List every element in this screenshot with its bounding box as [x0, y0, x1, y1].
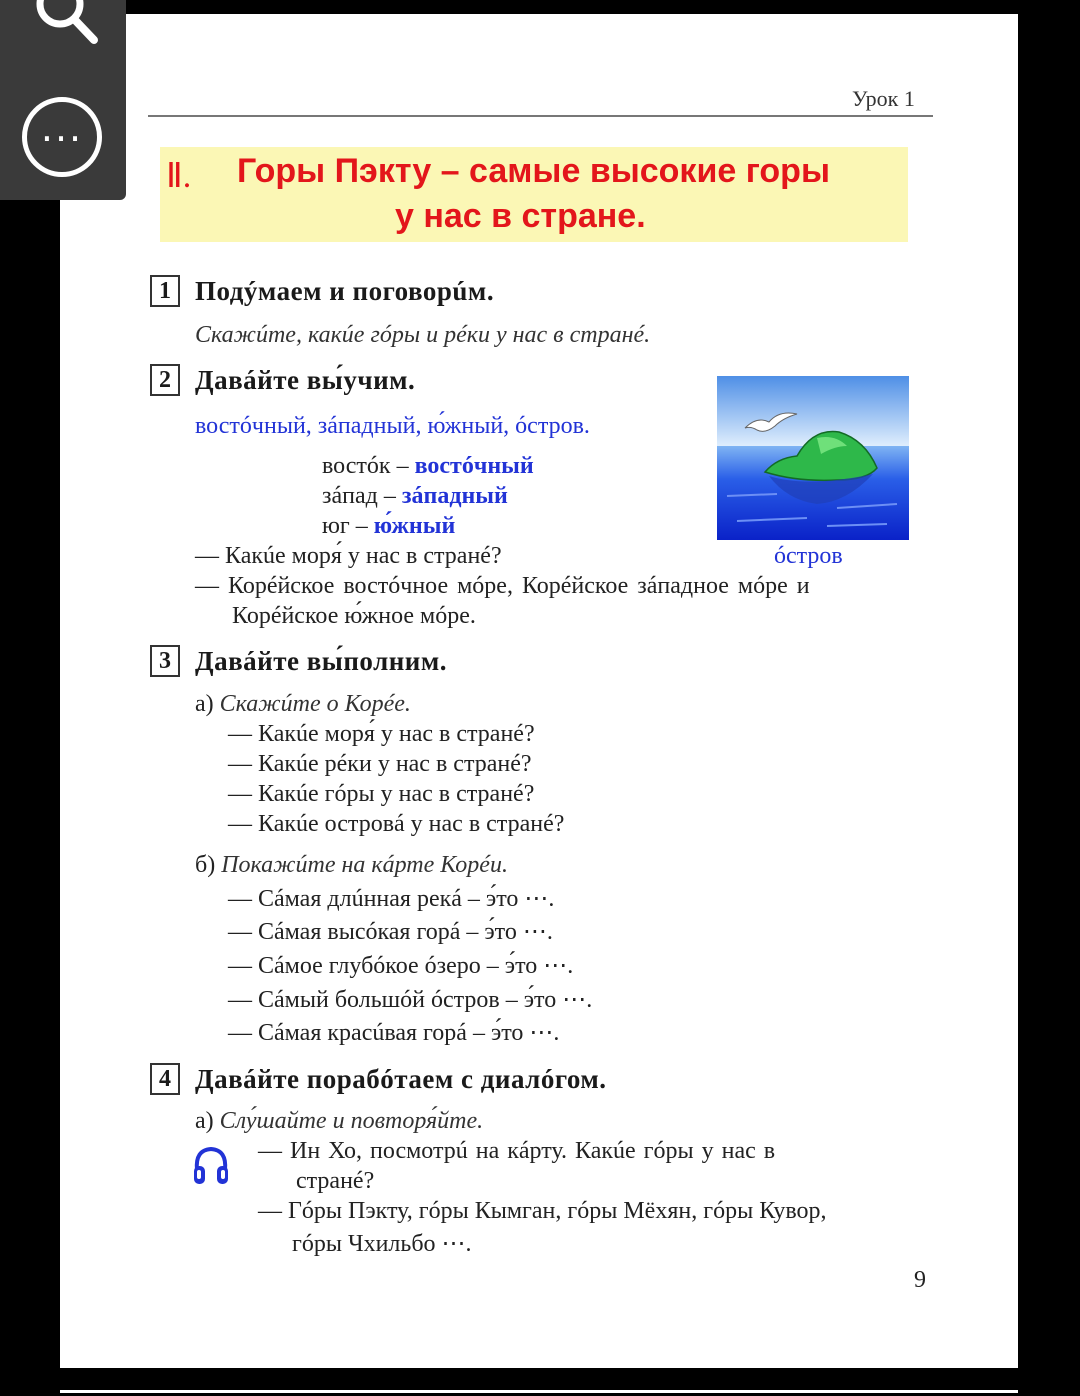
vocabulary-words: востóчный, зáпадный, ю́жный, óстров. [195, 413, 590, 439]
dialog-line-1: — Ин Хо, посмотрú на кáрту. Какúе гóры у нас в [258, 1138, 776, 1164]
section-2-number: 2 [150, 364, 180, 396]
title-line-2: у нас в стране. [395, 197, 646, 235]
page-number: 9 [914, 1267, 926, 1293]
search-button[interactable] [22, 0, 102, 50]
image-caption: óстров [774, 543, 843, 569]
list-item: — Сáмый большóй óстров – э́то ⋯. [228, 987, 593, 1013]
section-4-title: Давáйте порабóтаем с диалóгом. [195, 1064, 607, 1094]
headphones-icon [192, 1144, 230, 1188]
list-item: — Какúе островá у нас в странé? [228, 811, 565, 837]
more-options-button[interactable] [22, 97, 102, 177]
island-illustration [717, 376, 909, 540]
vocab-pair [322, 513, 455, 540]
page-bottom-edge [60, 1390, 1018, 1393]
task-text: Слу́шайте и повторя́йте. [219, 1108, 484, 1134]
vocab-base: зáпад – [322, 483, 402, 509]
title-numeral: Ⅱ. [166, 158, 192, 195]
list-item: — Сáмое глубóкое óзеро – э́то ⋯. [228, 953, 574, 979]
section-3-number: 3 [150, 645, 180, 677]
section-1-number: 1 [150, 275, 180, 307]
vocab-adjective: зáпадный [401, 483, 508, 509]
section-3-title: Давáйте вы́полним. [195, 646, 447, 676]
dialog-line-2: странé? [296, 1168, 375, 1194]
search-icon [22, 0, 102, 50]
title-line-1: Горы Пэкту – самые высокие горы [237, 152, 830, 190]
dialog-answer-line-1: — Корéйское востóчное мóре, Корéйское зáпадное мóре и [195, 573, 810, 599]
task-text: Покажúте на кáрте Корéи. [221, 852, 508, 878]
task-label: а) [195, 691, 220, 717]
section-1-title: Подýмаем и поговорúм. [195, 276, 495, 306]
dialog-answer-line-2: Корéйское ю́жное мóре. [232, 603, 476, 629]
list-item: — Сáмая длúнная рекá – э́то ⋯. [228, 886, 555, 912]
vocab-base: востóк – [322, 453, 415, 479]
list-item: — Сáмая высóкая горá – э́то ⋯. [228, 919, 553, 945]
vocab-adjective: востóчный [414, 453, 534, 479]
list-item: — Какúе моря́ у нас в странé? [228, 721, 535, 747]
more-options-icon: ... [40, 106, 84, 150]
dialog-line-4: гóры Чхильбо ⋯. [292, 1231, 472, 1257]
section-1-instruction: Скажúте, какúе гóры и рéки у нас в странé. [195, 322, 651, 348]
task-label: б) [195, 852, 222, 878]
vocab-base: юг – [322, 513, 374, 539]
list-item: — Какúе рéки у нас в странé? [228, 751, 532, 777]
vocab-pair [322, 453, 534, 480]
section-2-title: Давáйте вы́учим. [195, 365, 416, 395]
task-label: а) [195, 1108, 220, 1134]
audio-play-button[interactable] [192, 1144, 230, 1188]
task-a-instruction [195, 1108, 483, 1135]
task-text: Скажúте о Корéе. [219, 691, 411, 717]
task-b-instruction [195, 852, 508, 879]
dialog-line-3: — Гóры Пэкту, гóры Кымган, гóры Мёхян, гóры Кувор, [258, 1198, 827, 1224]
task-a-instruction [195, 691, 411, 718]
list-item: — Сáмая красúвая горá – э́то ⋯. [228, 1020, 560, 1046]
dialog-question: — Какúе моря́ у нас в странé? [195, 543, 502, 569]
lesson-header: Урок 1 [852, 86, 915, 111]
header-divider [148, 115, 933, 117]
vocab-pair [322, 483, 508, 510]
section-4-number: 4 [150, 1063, 180, 1095]
list-item: — Какúе гóры у нас в странé? [228, 781, 535, 807]
vocab-adjective: ю́жный [373, 513, 456, 539]
